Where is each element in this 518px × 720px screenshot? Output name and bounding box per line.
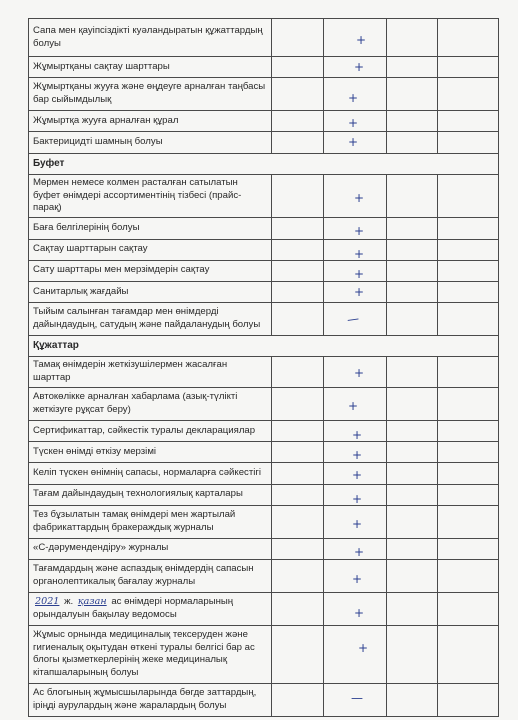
empty-cell [272, 218, 324, 239]
criterion-text: Жұмыртқаны жууға және өңдеуге арналған таңбасы бар сыйымдылық [29, 78, 272, 111]
empty-cell [272, 260, 324, 281]
check-mark: + [324, 442, 387, 463]
empty-cell [387, 442, 438, 463]
empty-cell [438, 218, 499, 239]
empty-cell [272, 463, 324, 484]
table-row [29, 19, 499, 57]
empty-cell [387, 239, 438, 260]
empty-cell [272, 174, 324, 218]
section-header-bufet [29, 153, 499, 174]
empty-cell [387, 78, 438, 111]
empty-cell [387, 281, 438, 302]
year-suffix: ж. [64, 596, 74, 607]
empty-cell [387, 625, 438, 683]
criterion-text: Автокөлікке арналған хабарлама (азық-түлікті жеткізуге рұқсат беру) [29, 388, 272, 421]
empty-cell [272, 357, 324, 388]
check-mark: + [324, 132, 387, 153]
check-mark: + [324, 592, 387, 625]
empty-cell [438, 19, 499, 57]
criterion-text: Тез бұзылатын тамақ өнімдері мен жартылай фабрикаттардың бракераждық журналы [29, 505, 272, 538]
empty-cell [438, 592, 499, 625]
check-mark: + [324, 357, 387, 388]
empty-cell [438, 281, 499, 302]
criterion-text: Түскен өнімді өткізу мерзімі [29, 442, 272, 463]
empty-cell [387, 484, 438, 505]
empty-cell [272, 538, 324, 559]
empty-cell [438, 625, 499, 683]
empty-cell [438, 57, 499, 78]
empty-cell [387, 559, 438, 592]
empty-cell [272, 505, 324, 538]
check-mark: + [324, 463, 387, 484]
check-mark: + [324, 260, 387, 281]
empty-cell [272, 625, 324, 683]
empty-cell [438, 538, 499, 559]
criterion-text: Сату шарттары мен мерзімдерін сақтау [29, 260, 272, 281]
criterion-text: Тағам дайындаудың технологиялық карталары [29, 484, 272, 505]
empty-cell [272, 239, 324, 260]
empty-cell [438, 78, 499, 111]
table-row [29, 442, 499, 463]
table-row [29, 484, 499, 505]
empty-cell [438, 239, 499, 260]
check-mark: + [324, 559, 387, 592]
empty-cell [438, 357, 499, 388]
empty-cell [387, 132, 438, 153]
empty-cell [438, 484, 499, 505]
section-title: Буфет [29, 153, 499, 174]
empty-cell [387, 174, 438, 218]
empty-cell [387, 463, 438, 484]
empty-cell [272, 442, 324, 463]
criterion-text: Ас блогының жұмысшыларында бөгде заттардың, іріңді аурулардың және жаралардың болуы [29, 683, 272, 716]
empty-cell [438, 442, 499, 463]
empty-cell [438, 132, 499, 153]
criterion-text: «С-дәрумендендіру» журналы [29, 538, 272, 559]
empty-cell [272, 132, 324, 153]
table-row [29, 303, 499, 336]
empty-cell [438, 303, 499, 336]
criterion-text: Баға белгілерінің болуы [29, 218, 272, 239]
table-row [29, 218, 499, 239]
check-mark: + [324, 111, 387, 132]
check-mark: + [324, 19, 387, 57]
empty-cell [438, 463, 499, 484]
table-row [29, 388, 499, 421]
check-mark: + [324, 421, 387, 442]
empty-cell [272, 303, 324, 336]
check-mark: + [324, 505, 387, 538]
empty-cell [387, 218, 438, 239]
table-row [29, 281, 499, 302]
criterion-text [29, 592, 272, 625]
table-row [29, 357, 499, 388]
check-mark: + [324, 218, 387, 239]
table-row [29, 559, 499, 592]
table-row [29, 538, 499, 559]
empty-cell [272, 388, 324, 421]
empty-cell [438, 683, 499, 716]
empty-cell [387, 57, 438, 78]
empty-cell [272, 484, 324, 505]
check-mark: + [324, 388, 387, 421]
empty-cell [438, 388, 499, 421]
empty-cell [387, 260, 438, 281]
check-mark: + [324, 78, 387, 111]
empty-cell [387, 388, 438, 421]
table-row [29, 683, 499, 716]
empty-cell [438, 559, 499, 592]
empty-cell [387, 303, 438, 336]
empty-cell [272, 421, 324, 442]
criterion-text: Сапа мен қауіпсіздікті куәландыратын құжаттардың болуы [29, 19, 272, 57]
empty-cell [272, 592, 324, 625]
table-row [29, 132, 499, 153]
empty-cell [387, 592, 438, 625]
table-row [29, 625, 499, 683]
criterion-text: Тамақ өнімдерін жеткізушілермен жасалған шарттар [29, 357, 272, 388]
dash-mark: — [324, 683, 387, 716]
table-row [29, 111, 499, 132]
table-row [29, 78, 499, 111]
empty-cell [272, 19, 324, 57]
handwritten-month: қазан [77, 596, 107, 607]
section-header-documents [29, 336, 499, 357]
empty-cell [272, 683, 324, 716]
criterion-text: Жұмыртқаны сақтау шарттары [29, 57, 272, 78]
criterion-text-continued: ас өнімдері нормаларының орындалуын бақылау ведомосы [33, 596, 234, 620]
criterion-text: Жұмыс орнында медициналық тексеруден және гигиеналық оқытудан өткені туралы белгісі бар ас блогы қызметкерлерінің жеке медициналық кітапшаларының болуы [29, 625, 272, 683]
criterion-text: Келіп түскен өнімнің сапасы, нормаларға сәйкестігі [29, 463, 272, 484]
table-row [29, 592, 499, 625]
handwritten-year: 2021 [35, 596, 60, 607]
check-mark: + [324, 174, 387, 218]
empty-cell [272, 111, 324, 132]
empty-cell [272, 559, 324, 592]
empty-cell [387, 111, 438, 132]
empty-cell [438, 260, 499, 281]
criterion-text: Тыйым салынған тағамдар мен өнімдерді дайындаудың, сатудың және пайдаланудың болуы [29, 303, 272, 336]
empty-cell [387, 421, 438, 442]
check-mark: + [324, 484, 387, 505]
criterion-text: Сақтау шарттарын сақтау [29, 239, 272, 260]
table-row [29, 421, 499, 442]
dash-mark: — [324, 303, 387, 336]
table-row [29, 505, 499, 538]
criterion-text: Жұмыртқа жууға арналған құрал [29, 111, 272, 132]
check-mark: + [324, 625, 387, 683]
criterion-text: Сертификаттар, сәйкестік туралы декларациялар [29, 421, 272, 442]
empty-cell [387, 683, 438, 716]
empty-cell [387, 357, 438, 388]
empty-cell [438, 111, 499, 132]
criterion-text: Тағамдардың және аспаздық өнімдердің сапасын органолептикалық бағалау журналы [29, 559, 272, 592]
check-mark: + [324, 239, 387, 260]
table-row [29, 463, 499, 484]
table-row [29, 260, 499, 281]
check-mark: + [324, 57, 387, 78]
check-mark: + [324, 281, 387, 302]
check-mark: + [324, 538, 387, 559]
section-title: Құжаттар [29, 336, 499, 357]
empty-cell [387, 19, 438, 57]
criterion-text: Санитарлық жағдайы [29, 281, 272, 302]
empty-cell [387, 538, 438, 559]
table-row [29, 174, 499, 218]
table-row [29, 57, 499, 78]
empty-cell [272, 57, 324, 78]
criterion-text: Бактерицидті шамның болуы [29, 132, 272, 153]
empty-cell [272, 78, 324, 111]
criterion-text: Мөрмен немесе колмен расталған сатылатын буфет өнімдері ассортиментінің тізбесі (прайс-парақ) [29, 174, 272, 218]
empty-cell [438, 421, 499, 442]
table-row [29, 239, 499, 260]
empty-cell [272, 281, 324, 302]
inspection-checklist-table [28, 18, 499, 717]
empty-cell [438, 174, 499, 218]
empty-cell [387, 505, 438, 538]
empty-cell [438, 505, 499, 538]
